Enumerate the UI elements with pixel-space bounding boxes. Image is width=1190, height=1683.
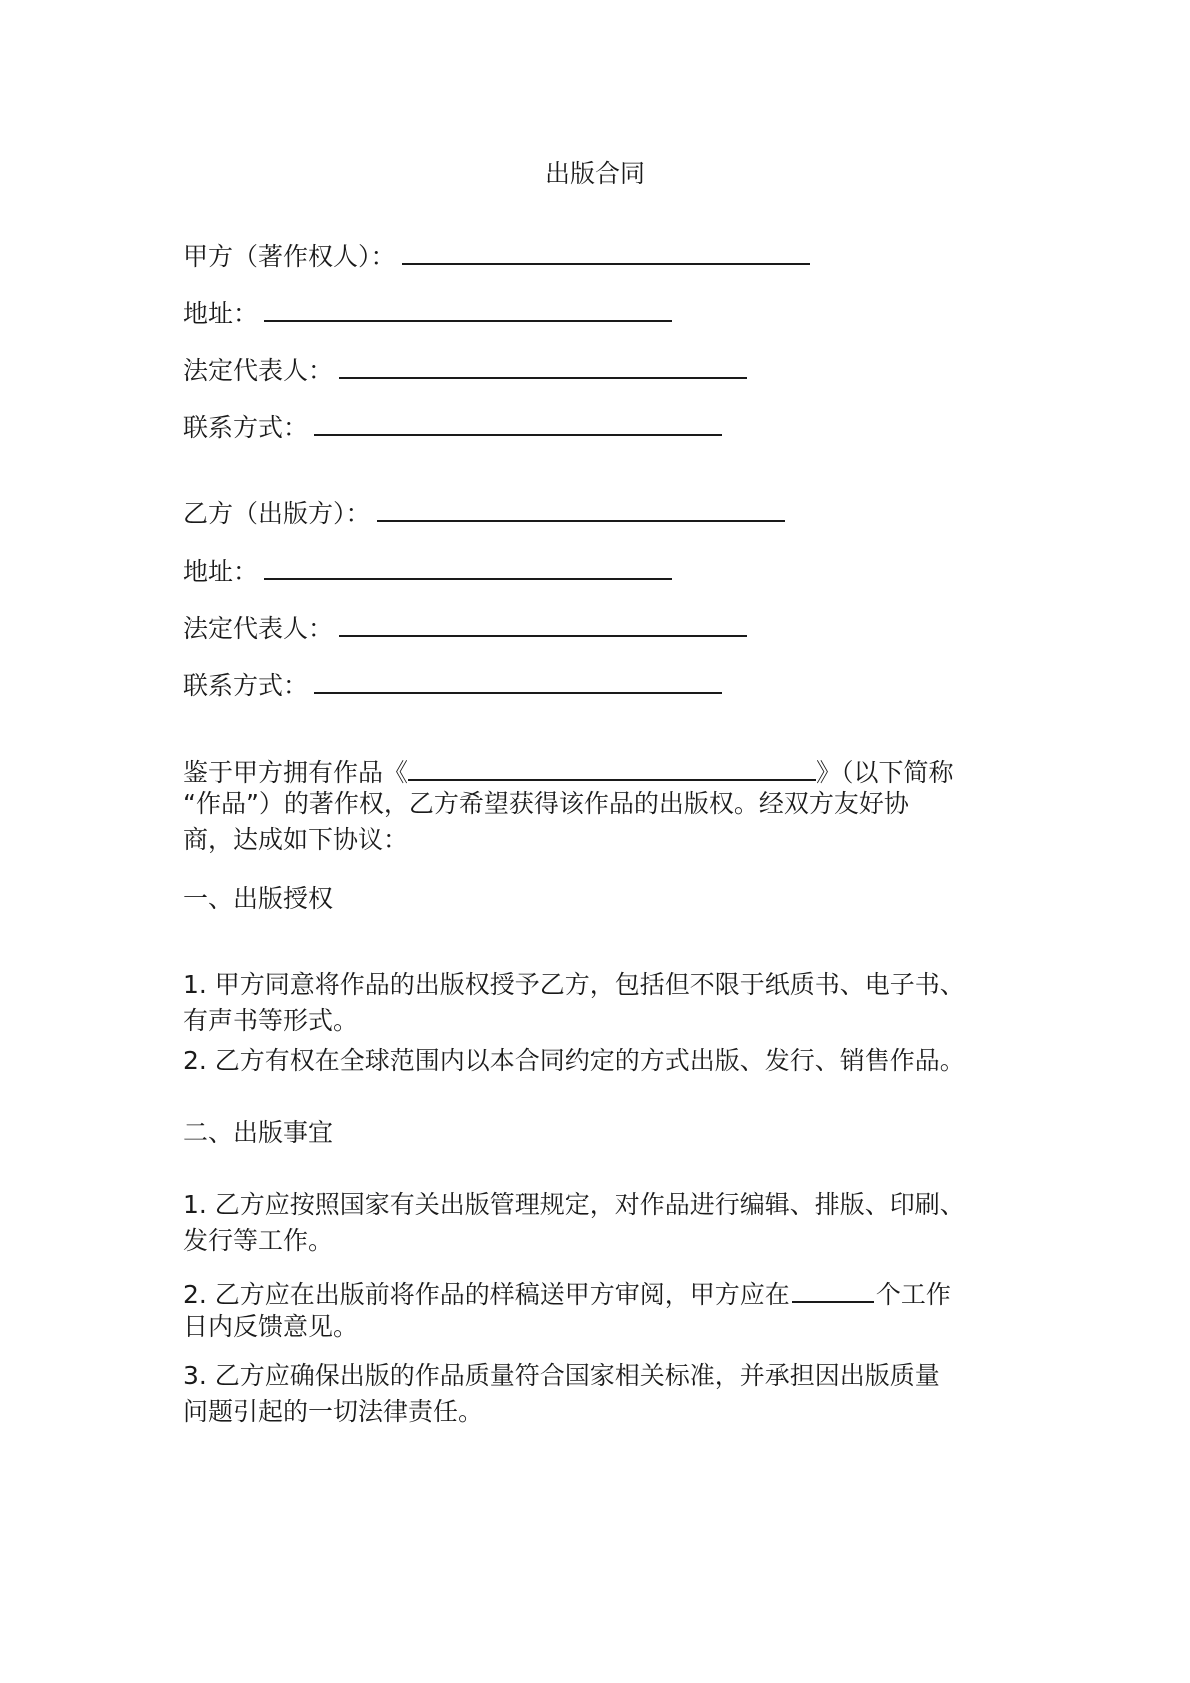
- section-2-item-3-line-1: 3. 乙方应确保出版的作品质量符合国家相关标准，并承担因出版质量: [183, 1361, 940, 1390]
- section-2-item-2-part-2: 个工作: [875, 1280, 951, 1309]
- section-1-item-1-line-2: 有声书等形式。: [183, 1006, 359, 1035]
- party-a-address-label: 地址：: [183, 299, 259, 328]
- preamble-line-1: [183, 753, 954, 788]
- section-2-item-2-line-1: [183, 1275, 951, 1310]
- preamble-line-2: “作品”）的著作权，乙方希望获得该作品的出版权。经双方友好协: [183, 789, 909, 818]
- section-2-heading: 二、出版事宜: [183, 1118, 334, 1147]
- review-days-field[interactable]: [792, 1275, 874, 1303]
- party-b-contact-row: [183, 666, 722, 701]
- party-a-contact-row: [183, 408, 722, 443]
- party-a-rep-label: 法定代表人：: [183, 356, 334, 385]
- work-title-field[interactable]: [408, 753, 816, 781]
- party-b-contact-label: 联系方式：: [183, 671, 309, 700]
- section-2-item-2-line-2: 日内反馈意见。: [183, 1312, 359, 1341]
- section-2-item-1-line-1: 1. 乙方应按照国家有关出版管理规定，对作品进行编辑、排版、印刷、: [183, 1190, 965, 1219]
- section-2-item-1-line-2: 发行等工作。: [183, 1226, 334, 1255]
- party-b-rep-label: 法定代表人：: [183, 614, 334, 643]
- party-b-row: [183, 494, 785, 529]
- party-a-rep-row: [183, 351, 747, 386]
- party-b-contact-field[interactable]: [314, 666, 722, 694]
- party-a-contact-field[interactable]: [314, 408, 722, 436]
- party-a-row: [183, 237, 810, 272]
- party-b-rep-field[interactable]: [339, 609, 747, 637]
- party-a-rep-field[interactable]: [339, 351, 747, 379]
- party-b-address-field[interactable]: [264, 552, 672, 580]
- preamble-part-1: 鉴于甲方拥有作品《: [183, 758, 409, 787]
- party-b-name-field[interactable]: [377, 494, 785, 522]
- section-2-item-3-line-2: 问题引起的一切法律责任。: [183, 1397, 484, 1426]
- party-b-label: 乙方（出版方）：: [183, 499, 371, 528]
- party-b-address-label: 地址：: [183, 557, 259, 586]
- section-2-item-2-part-1: 2. 乙方应在出版前将作品的样稿送甲方审阅，甲方应在: [183, 1280, 790, 1309]
- party-a-address-field[interactable]: [264, 294, 672, 322]
- party-b-address-row: [183, 552, 672, 587]
- party-a-contact-label: 联系方式：: [183, 413, 309, 442]
- section-1-heading: 一、出版授权: [183, 884, 334, 913]
- section-1-item-2: 2. 乙方有权在全球范围内以本合同约定的方式出版、发行、销售作品。: [183, 1046, 965, 1075]
- preamble-part-2: 》（以下简称: [816, 758, 954, 787]
- section-1-item-1-line-1: 1. 甲方同意将作品的出版权授予乙方，包括但不限于纸质书、电子书、: [183, 970, 965, 999]
- preamble-line-3: 商，达成如下协议：: [183, 825, 409, 854]
- document-title: 出版合同: [544, 159, 645, 188]
- party-a-name-field[interactable]: [402, 237, 810, 265]
- party-a-address-row: [183, 294, 672, 329]
- party-a-label: 甲方（著作权人）：: [183, 242, 396, 271]
- party-b-rep-row: [183, 609, 747, 644]
